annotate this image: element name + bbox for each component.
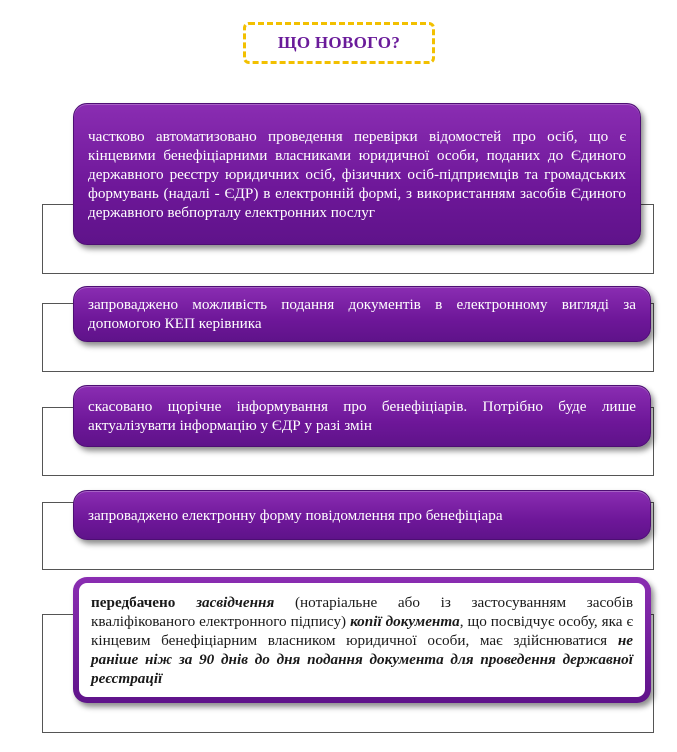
item5-text-2: (нотаріальне або із застосуванням засобів кваліфікованого електронного підпису)	[91, 593, 633, 630]
item5-emphasis-3: не раніше ніж за 90 днів до дня подання документа для проведення державної реєстрації	[91, 631, 633, 687]
item5-emphasis-2: копії документа	[350, 612, 460, 630]
item-text-5	[91, 593, 633, 688]
item-text-1: частково автоматизовано проведення перевірки відомостей про осіб, що є кінцевими бенефіціарними власниками юридичної особи, поданих до Єдиного державного реєстру юридичних осіб, фізичних осіб-підприємців та громадських формувань (надалі - ЄДР) в електронній формі, з використанням засобів Єдиного державного вебпорталу електронних послуг	[88, 127, 626, 221]
item-card-3	[73, 385, 651, 447]
item5-emphasis-1: засвідчення	[196, 593, 275, 611]
item-card-4	[73, 490, 651, 540]
item5-lead: передбачено	[91, 593, 176, 611]
item-card-1	[73, 103, 641, 245]
item-text-3: скасовано щорічне інформування про бенефіціарів. Потрібно буде лише актуалізувати інформацію у ЄДР у разі змін	[88, 398, 636, 434]
item-text-2: запроваджено можливість подання документів в електронному вигляді за допомогою КЕП керівника	[88, 296, 636, 332]
item-card-2	[73, 286, 651, 342]
item5-text-3: , що посвідчує особу, яка є кінцевим бенефіціарним власником юридичної особи, має здійснюватися	[91, 612, 633, 649]
item-text-4: запроваджено електронну форму повідомлення про бенефіціара	[88, 506, 503, 524]
item-card-5	[73, 577, 651, 703]
page-title: ЩО НОВОГО?	[277, 33, 401, 52]
title-box	[243, 22, 435, 64]
